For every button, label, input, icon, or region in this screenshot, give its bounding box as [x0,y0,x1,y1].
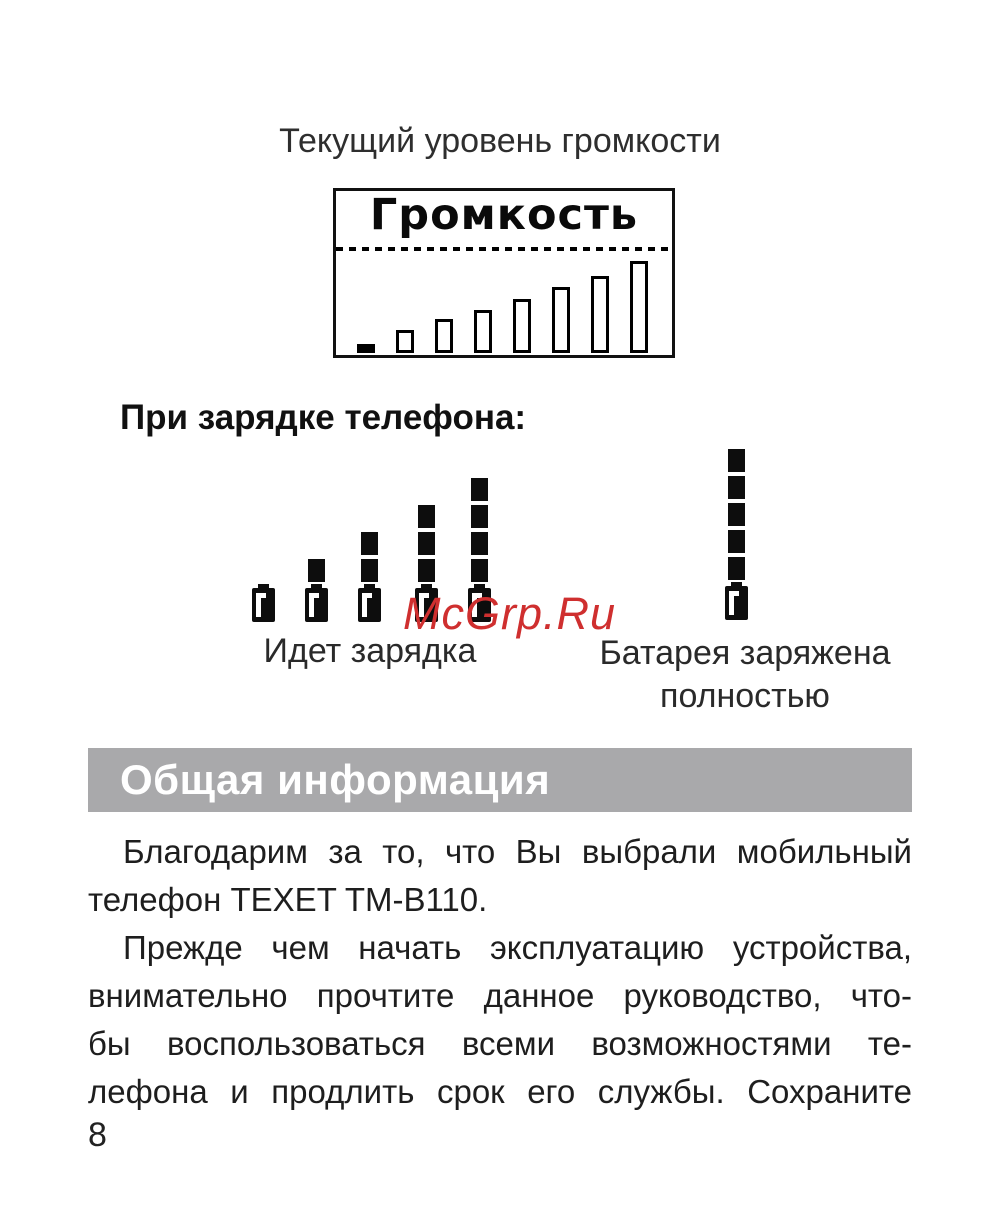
volume-bar [396,330,414,353]
battery-charge-block [418,559,435,582]
watermark-text: McGrp.Ru [403,588,617,639]
volume-section-heading: Текущий уровень громкости [279,122,721,160]
charging-battery-icon [252,586,275,622]
volume-level-bars [357,261,648,353]
body-text [88,828,912,1116]
charging-battery-icon [358,532,381,622]
battery-charge-block [471,559,488,582]
body-line: Благодарим за то, что Вы выбрали мобильный [123,833,912,870]
volume-bar [474,310,492,353]
page-number: 8 [88,1116,107,1154]
fully-charged-label-line2: полностью [660,677,830,715]
battery-charge-block [728,476,745,499]
body-line: телефон TEXET TM-B110. [88,881,488,918]
fully-charged-label-line1: Батарея заряжена [599,634,891,672]
section-header-bar [88,748,912,812]
charging-battery-icon [305,559,328,622]
volume-screen-title: Громкость [369,190,639,240]
charging-label: Идет зарядка [263,632,477,670]
phone-screen-volume [333,188,675,358]
battery-charge-block [471,478,488,501]
battery-charge-block [471,505,488,528]
battery-charge-block [418,532,435,555]
fully-charged-label [570,632,920,718]
body-line: лефона и продлить срок его службы. Сохраните [88,1073,912,1110]
volume-bar [552,287,570,353]
body-line: внимательно прочтите данное руководство, что- [88,977,912,1014]
battery-charge-block [418,505,435,528]
battery-charge-block [361,532,378,555]
volume-bar [357,344,375,353]
battery-charge-block [308,559,325,582]
battery-charge-block [728,503,745,526]
battery-charge-block [728,557,745,580]
section-header-title: Общая информация [120,756,551,803]
charging-section-heading: При зарядке телефона: [120,398,527,437]
volume-bar [435,319,453,353]
body-line: бы воспользоваться всеми возможностями те- [88,1025,912,1062]
volume-bar [513,299,531,353]
battery-charge-block [361,559,378,582]
body-line: Прежде чем начать эксплуатацию устройства, [123,929,912,966]
battery-charge-block [728,530,745,553]
battery-charge-block [728,449,745,472]
battery-body-icon [305,584,328,622]
battery-body-icon [252,584,275,622]
full-battery-icon [725,449,748,620]
battery-body-icon [725,582,748,620]
volume-bar [630,261,648,353]
volume-bar [591,276,609,353]
battery-charge-block [471,532,488,555]
battery-body-icon [358,584,381,622]
dashed-divider [336,247,672,251]
